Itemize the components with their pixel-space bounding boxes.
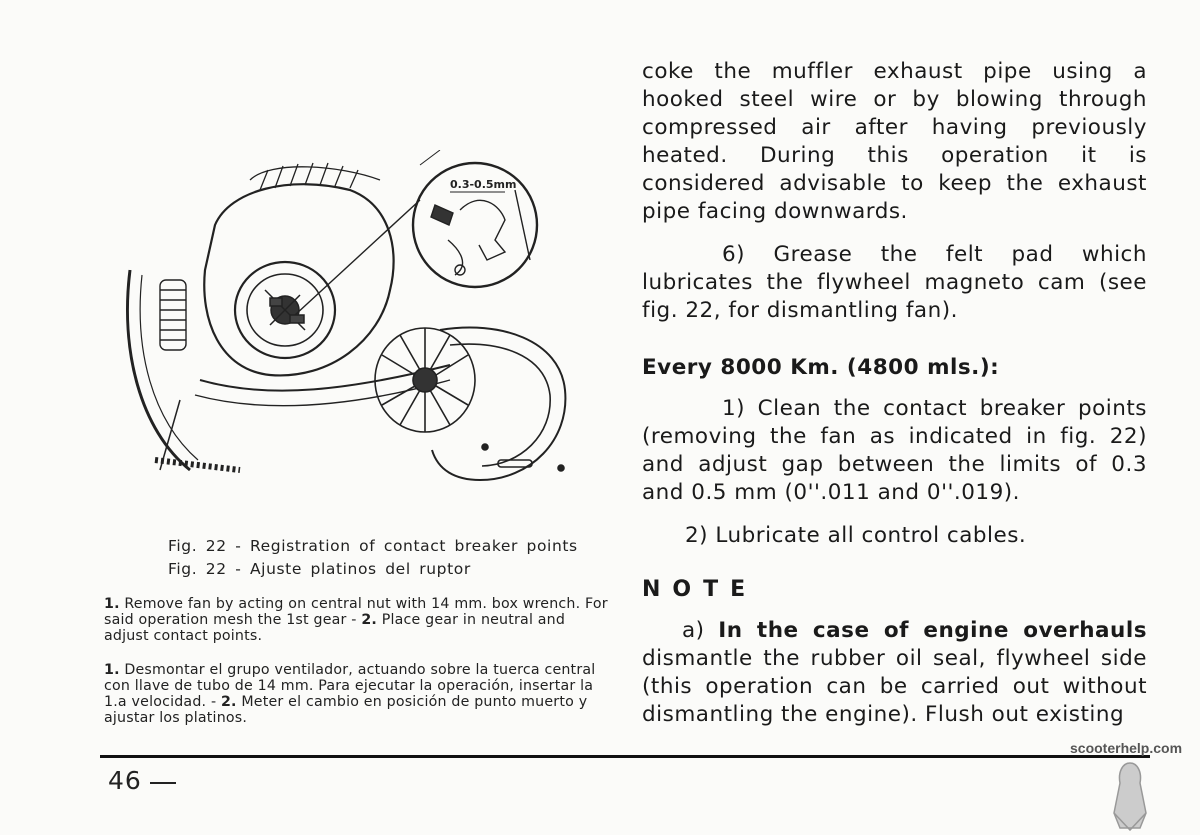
scooter-logo-icon [1100, 758, 1160, 835]
site-watermark: scooterhelp.com [1070, 740, 1183, 756]
section-heading-8000km: Every 8000 Km. (4800 mls.): [642, 355, 1000, 380]
footer-rule [100, 755, 1150, 758]
page-number-dash [150, 782, 176, 784]
item-1-text: 1) Clean the contact breaker points (removing the fan as indicated in fig. 22) and adjust gap between the limits of 0.3 and 0.5 mm (0''.011 and 0''.019). [642, 396, 1147, 505]
legend-es-step-2-number: 2. [220, 694, 237, 710]
legend-es-step-1-text: Desmontar el grupo ventilador, actuando sobre la tuerca central con llave de tubo de 14 mm. Para ejecutar la operación, insertar la 1.a velocidad. - [104, 662, 596, 710]
note-a-bold: In the case of engine overhauls [718, 618, 1147, 643]
legend-es-step-1-number: 1. [104, 662, 120, 678]
note-heading: NOTE [642, 577, 758, 602]
note-item-a [642, 617, 1147, 729]
gap-label: 0.3-0.5mm [450, 178, 517, 191]
figure-legend-en [104, 596, 612, 644]
figure-caption-en: Fig. 22 - Registration of contact breaker points [168, 537, 578, 555]
note-a-prefix: a) [682, 618, 719, 643]
page-number: 46 [108, 766, 142, 795]
engine-flywheel-illustration [120, 150, 590, 495]
maintenance-item-6 [642, 241, 1147, 325]
legend-es-step-2-text: Meter el cambio en posición de punto muerto y ajustar los platinos. [104, 694, 588, 726]
figure-caption-es: Fig. 22 - Ajuste platinos del ruptor [168, 560, 471, 578]
item-2-text: 2) Lubricate all control cables. [685, 523, 1027, 548]
legend-en-step-1-text: Remove fan by acting on central nut with 14 mm. box wrench. For said operation mesh the 1st gear - [104, 596, 608, 628]
maintenance-item-2 [685, 522, 1190, 550]
continuation-text: coke the muffler exhaust pipe using a hooked steel wire or by blowing through compressed air after having previously heated. During this operation it is considered advisable to keep the exhaust pipe facing downwards. [642, 59, 1147, 224]
continuation-paragraph [642, 58, 1147, 226]
item-6-text: 6) Grease the felt pad which lubricates the flywheel magneto cam (see fig. 22, for dismantling fan). [642, 242, 1147, 323]
legend-en-step-2-number: 2. [361, 612, 377, 628]
legend-en-step-2-text: Place gear in neutral and adjust contact points. [104, 612, 566, 644]
maintenance-item-1 [642, 395, 1147, 507]
note-a-text: dismantle the rubber oil seal, flywheel side (this operation can be carried out without dismantling the engine). Flush out existing [642, 646, 1147, 727]
legend-en-step-1-number: 1. [104, 596, 120, 612]
figure-legend-es [104, 662, 612, 726]
